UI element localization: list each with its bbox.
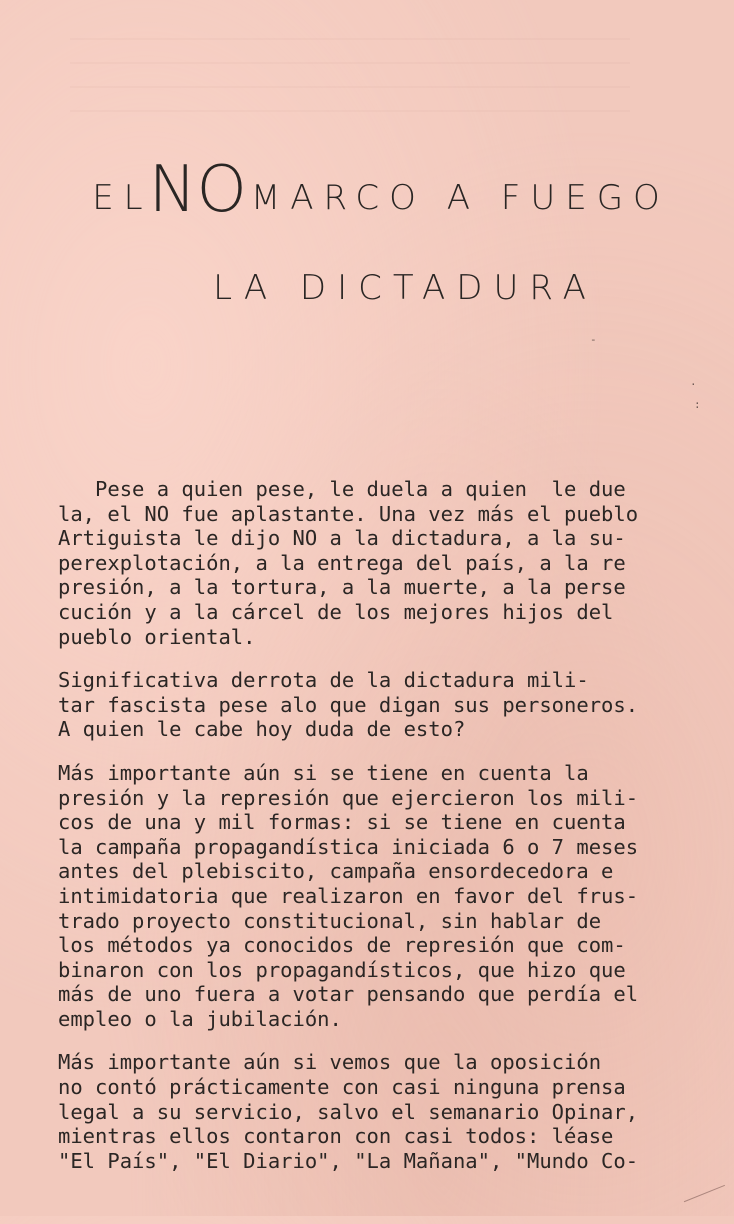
page-corner-crease (684, 1185, 734, 1224)
paragraph-3: Más importante aún si se tiene en cuenta la presión y la represión que ejercieron los mili- cos de una y mil formas: si se tiene en cuenta la campaña propagandística iniciada 6 o 7 meses antes del plebiscito, campaña ensordecedora e intimidatoria que realizaron en favor del frus- trado proyecto constitucional, sin hablar de los métodos ya conocidos de represión que com- binaron con los propagandísticos, que hizo que más de uno fuera a votar pensando que perdía el empleo o la jubilación. (58, 760, 639, 1031)
ink-speck: - (590, 333, 597, 346)
headline-emphasis-no: NO (148, 153, 247, 227)
paragraph-1: Pese a quien pese, le duela a quien le due la, el NO fue aplastante. Una vez más el pueblo Artiguista le dijo NO a la dictadura, a la su- perexplotación, a la entrega del país, a la re presión, a la tortura, a la muerte, a la perse cución y a la cárcel de los mejores hijos del pueblo oriental. (58, 477, 639, 649)
headline-prefix: EL (92, 178, 153, 218)
ink-speck: · (690, 378, 697, 391)
paragraph-2: Significativa derrota de la dictadura mili- tar fascista pese alo que digan sus personeros. A quien le cabe hoy duda de esto? (58, 668, 639, 742)
paragraph-4: Más importante aún si vemos que la oposición no contó prácticamente con casi ninguna prensa legal a su servicio, salvo el semanario Opinar, mientras ellos contaron con casi todos: léase "El País", "El Diario", "La Mañana", "Mundo Co- (58, 1050, 639, 1173)
article-body (58, 477, 718, 1173)
headline-line-1 (0, 153, 734, 238)
headline-suffix: MARCO A FUEGO (250, 178, 670, 218)
ink-speck: : (694, 398, 701, 411)
headline-line-2: LA DICTADURA (213, 268, 597, 308)
show-through-text (70, 38, 630, 128)
